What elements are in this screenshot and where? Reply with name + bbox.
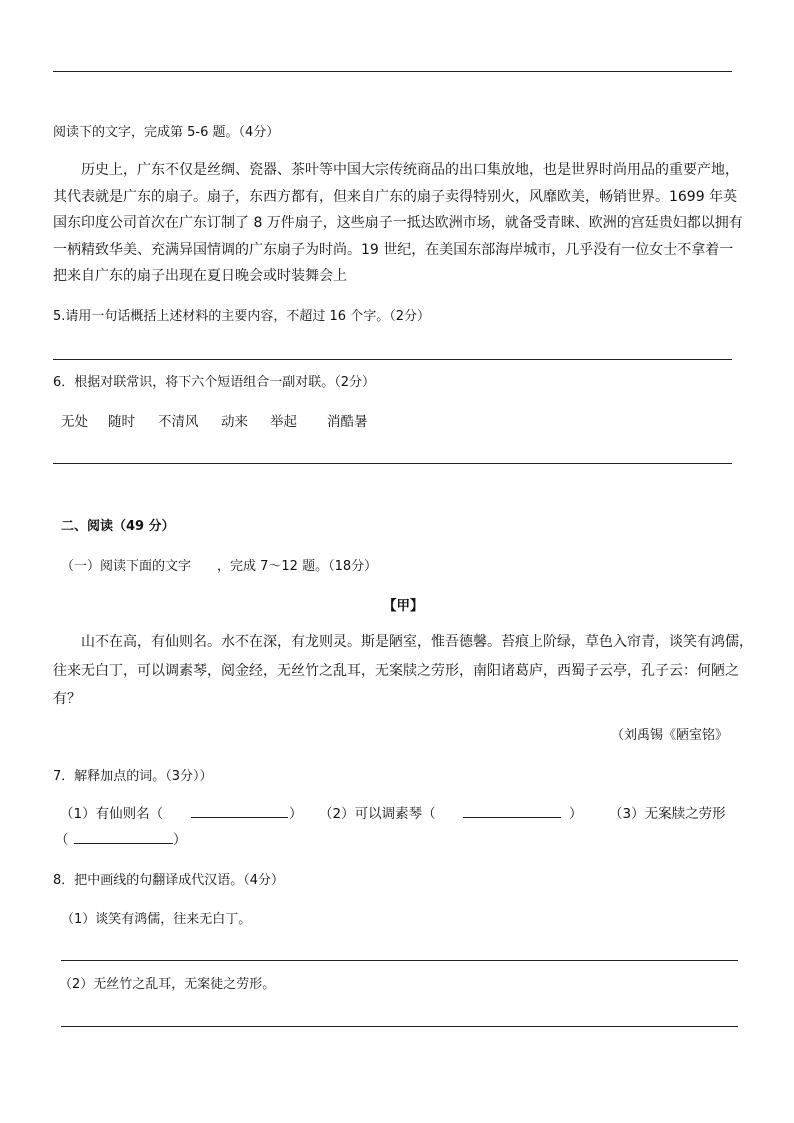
- answer-line-q8-2[interactable]: [61, 1026, 738, 1027]
- q7-paren-close-3: ）: [173, 832, 187, 848]
- q7-blank-2[interactable]: [463, 803, 561, 818]
- phrase-item: 举起: [270, 414, 297, 430]
- question-5: 5.请用一句话概括上述材料的主要内容，不超过 16 个字。（2分）: [53, 309, 430, 324]
- phrase-item: 消酷暑: [327, 414, 368, 430]
- section2-heading: 二、阅读（49 分）: [61, 519, 175, 534]
- q7-paren-close-2: ）: [569, 806, 583, 822]
- q7-item-1: （1）有仙则名（: [60, 806, 164, 822]
- phrase-item: 无处: [61, 414, 88, 430]
- fan-passage: 历史上，广东不仅是丝绸、瓷器、茶叶等中国大宗传统商品的出口集放地，也是世界时尚用品的重要产地，其代表就是广东的扇子。扇子，东西方都有，但来自广东的扇子卖得特别火，风靡欧美，畅销世界。1699 年英国东印度公司首次在广东订制了 8 万件扇子，这些扇子一抵达欧洲市场，就备受青睐、欧洲的宫廷贵妇都以拥有一柄精致华美、充满异国情调的广东扇子为时尚。19 世纪，在美国东部海岸城市，几乎没有一位女士不拿着一把来自广东的扇子出现在夏日晚会或时装舞会上: [53, 162, 743, 284]
- q7-blank-3[interactable]: [74, 829, 173, 844]
- question-8: 8．把中画线的句翻译成代汉语。（4分）: [53, 873, 285, 888]
- passage-label-jia: 【甲】: [383, 598, 424, 614]
- answer-line-q8-1[interactable]: [61, 960, 738, 961]
- q8-item-2: （2）无丝竹之乱耳，无案徒之劳形。: [59, 977, 276, 992]
- question-6: 6．根据对联常识，将下六个短语组合一副对联。（2分）: [53, 375, 376, 390]
- q7-paren-close-1: ）: [289, 806, 303, 822]
- top-rule: [53, 71, 732, 72]
- q7-item-3: （3）无案牍之劳形: [609, 806, 726, 822]
- passage-source: （刘禹锡《陋室铭》: [611, 728, 729, 743]
- answer-line-q6[interactable]: [53, 463, 732, 464]
- q7-blank-1[interactable]: [191, 803, 288, 818]
- phrase-item: 随时: [108, 414, 135, 430]
- answer-line-q5[interactable]: [53, 359, 732, 360]
- q8-item-1: （1）谈笑有鸿儒，往来无白丁。: [61, 912, 252, 927]
- question-7: 7．解释加点的词。（3分））: [53, 769, 213, 784]
- section1-intro: 阅读下的文字，完成第 5-6 题。（4分）: [53, 125, 280, 140]
- subsection-1-intro: （一）阅读下面的文字 ，完成 7～12 题。（18分）: [61, 559, 378, 574]
- phrase-item: 动来: [221, 414, 248, 430]
- phrase-item: 不清风: [158, 414, 199, 430]
- q7-paren-open-3: （: [55, 832, 69, 848]
- q7-item-2: （2）可以调素琴（: [319, 806, 436, 822]
- loushiming-passage: 山不在高，有仙则名。水不在深，有龙则灵。斯是陋室，惟吾德馨。苔痕上阶绿，草色入帘青，谈笑有鸿儒，往来无白丁，可以调素琴，阅金经，无丝竹之乱耳，无案牍之劳形，南阳诸葛庐，西蜀子云亭，孔子云：何陋之有？: [53, 634, 753, 707]
